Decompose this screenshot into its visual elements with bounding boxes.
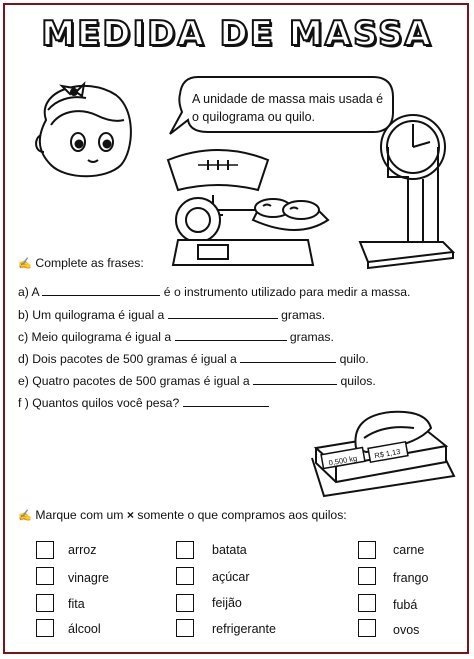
question-d: d) Dois pacotes de 500 gramas é igual a quilo. (18, 352, 369, 366)
answer-blank-a[interactable] (42, 284, 160, 296)
question-f: f ) Quantos quilos você pesa? (18, 395, 269, 410)
answer-blank-c[interactable] (175, 329, 287, 341)
answer-blank-d[interactable] (240, 351, 336, 363)
question-c: c) Meio quilograma é igual a gramas. (18, 330, 334, 344)
item-label-fita: fita (68, 597, 85, 611)
pencil-hand-icon: ✍ (18, 258, 32, 270)
checkbox-acucar[interactable] (176, 567, 194, 585)
scale-price-display: R$ 1,13 (373, 446, 402, 461)
platform-scale-illustration (358, 102, 458, 272)
item-label-frango: frango (393, 571, 429, 585)
scale-weight-display: 0,500 kg (327, 453, 358, 468)
checkbox-arroz[interactable] (36, 541, 54, 559)
speech-bubble-text: A unidade de massa mais usada é o quilograma ou quilo. (192, 92, 384, 124)
checkbox-alcool[interactable] (36, 619, 54, 637)
item-label-vinagre: vinagre (68, 571, 109, 585)
checkbox-refrigerante[interactable] (176, 619, 194, 637)
checkbox-batata[interactable] (176, 541, 194, 559)
pencil-hand-icon: ✍ (18, 510, 32, 522)
section2-instruction: ✍ Marque com um × somente o que compramos aos quilos: (18, 508, 347, 522)
item-label-acucar: açúcar (212, 570, 250, 584)
checkbox-vinagre[interactable] (36, 567, 54, 585)
checkbox-feijao[interactable] (176, 594, 194, 612)
answer-blank-e[interactable] (253, 373, 337, 385)
item-label-fuba: fubá (393, 598, 418, 612)
page-title: MEDIDA DE MASSA (41, 14, 433, 54)
item-label-arroz: arroz (68, 543, 97, 557)
question-a: a) A é o instrumento utilizado para medir a massa. (18, 285, 411, 299)
item-label-alcool: álcool (68, 622, 101, 636)
checkbox-frango[interactable] (358, 567, 376, 585)
item-label-carne: carne (393, 543, 425, 557)
question-b: b) Um quilograma é igual a gramas. (18, 308, 326, 322)
girl-illustration (26, 80, 148, 190)
item-label-ovos: ovos (393, 623, 420, 637)
checkbox-fuba[interactable] (358, 594, 376, 612)
checkbox-fita[interactable] (36, 594, 54, 612)
x-mark-icon: × (126, 508, 134, 522)
kitchen-scale-illustration (158, 140, 338, 275)
digital-scale-illustration (306, 408, 456, 500)
checkbox-ovos[interactable] (358, 619, 376, 637)
checkbox-carne[interactable] (358, 541, 376, 559)
item-label-feijao: feijão (212, 596, 242, 610)
item-label-refrigerante: refrigerante (212, 622, 276, 636)
item-label-batata: batata (212, 543, 247, 557)
section1-instruction: ✍ Complete as frases: (18, 256, 144, 270)
answer-blank-f[interactable] (183, 395, 269, 407)
question-e: e) Quatro pacotes de 500 gramas é igual a quilos. (18, 374, 376, 388)
answer-blank-b[interactable] (168, 307, 278, 319)
